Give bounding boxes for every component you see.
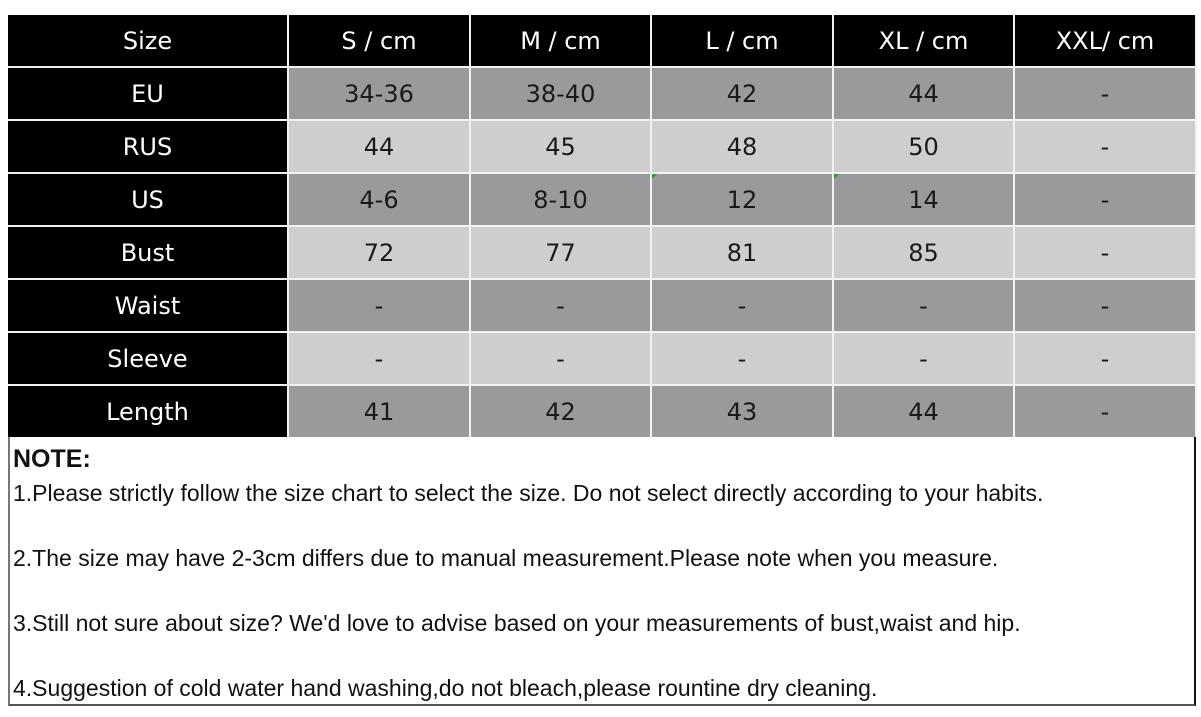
table-row-waist xyxy=(8,279,1196,332)
cell-m: - xyxy=(470,332,651,385)
cell-m: - xyxy=(470,279,651,332)
cell-xxl: - xyxy=(1014,67,1196,120)
header-xxl: XXL/ cm xyxy=(1014,15,1196,67)
row-label: EU xyxy=(8,67,288,120)
cell-xl xyxy=(833,173,1014,226)
row-label: RUS xyxy=(8,120,288,173)
row-label: Bust xyxy=(8,226,288,279)
cell-s: 44 xyxy=(288,120,470,173)
cell-l: - xyxy=(651,332,833,385)
cell-s: - xyxy=(288,279,470,332)
cell-xxl: - xyxy=(1014,173,1196,226)
table-row-length xyxy=(8,385,1196,438)
cell-l: 43 xyxy=(651,385,833,438)
size-chart-table xyxy=(8,15,1197,439)
row-label: Sleeve xyxy=(8,332,288,385)
table-row-bust xyxy=(8,226,1196,279)
cell-note-marker-icon xyxy=(652,174,657,179)
table-row-sleeve xyxy=(8,332,1196,385)
cell-xl: 44 xyxy=(833,67,1014,120)
cell-l: 81 xyxy=(651,226,833,279)
row-label: Waist xyxy=(8,279,288,332)
cell-s: - xyxy=(288,332,470,385)
cell-s: 72 xyxy=(288,226,470,279)
cell-xl: 85 xyxy=(833,226,1014,279)
header-m: M / cm xyxy=(470,15,651,67)
cell-xl: - xyxy=(833,279,1014,332)
cell-xl: 50 xyxy=(833,120,1014,173)
cell-l xyxy=(651,173,833,226)
cell-xl: 44 xyxy=(833,385,1014,438)
table-row-rus xyxy=(8,120,1196,173)
cell-xxl: - xyxy=(1014,120,1196,173)
cell-s: 41 xyxy=(288,385,470,438)
notes-box xyxy=(8,437,1196,706)
note-item: 1.Please strictly follow the size chart to select the size. Do not select directly according to your habits. xyxy=(13,480,1044,506)
header-l: L / cm xyxy=(651,15,833,67)
note-item: 4.Suggestion of cold water hand washing,do not bleach,please rountine dry cleaning. xyxy=(13,675,878,701)
cell-l: - xyxy=(651,279,833,332)
note-item: 3.Still not sure about size? We'd love to advise based on your measurements of bust,waist and hip. xyxy=(13,610,1021,636)
cell-xl: - xyxy=(833,332,1014,385)
cell-xxl: - xyxy=(1014,226,1196,279)
header-size: Size xyxy=(8,15,288,67)
header-row xyxy=(8,15,1196,67)
cell-m: 42 xyxy=(470,385,651,438)
cell-value: 14 xyxy=(908,185,939,214)
cell-m: 8-10 xyxy=(470,173,651,226)
row-label: US xyxy=(8,173,288,226)
cell-l: 48 xyxy=(651,120,833,173)
header-xl: XL / cm xyxy=(833,15,1014,67)
cell-xxl: - xyxy=(1014,279,1196,332)
cell-m: 38-40 xyxy=(470,67,651,120)
notes-title: NOTE: xyxy=(13,445,91,473)
cell-s: 4-6 xyxy=(288,173,470,226)
cell-l: 42 xyxy=(651,67,833,120)
cell-value: 12 xyxy=(726,185,758,214)
table-row-us xyxy=(8,173,1196,226)
table-row-eu xyxy=(8,67,1196,120)
cell-m: 77 xyxy=(470,226,651,279)
cell-xxl: - xyxy=(1014,332,1196,385)
row-label: Length xyxy=(8,385,288,438)
note-item: 2.The size may have 2-3cm differs due to manual measurement.Please note when you measure. xyxy=(13,545,999,571)
cell-m: 45 xyxy=(470,120,651,173)
cell-note-marker-icon xyxy=(834,174,839,179)
cell-s: 34-36 xyxy=(288,67,470,120)
cell-xxl: - xyxy=(1014,385,1196,438)
header-s: S / cm xyxy=(288,15,470,67)
